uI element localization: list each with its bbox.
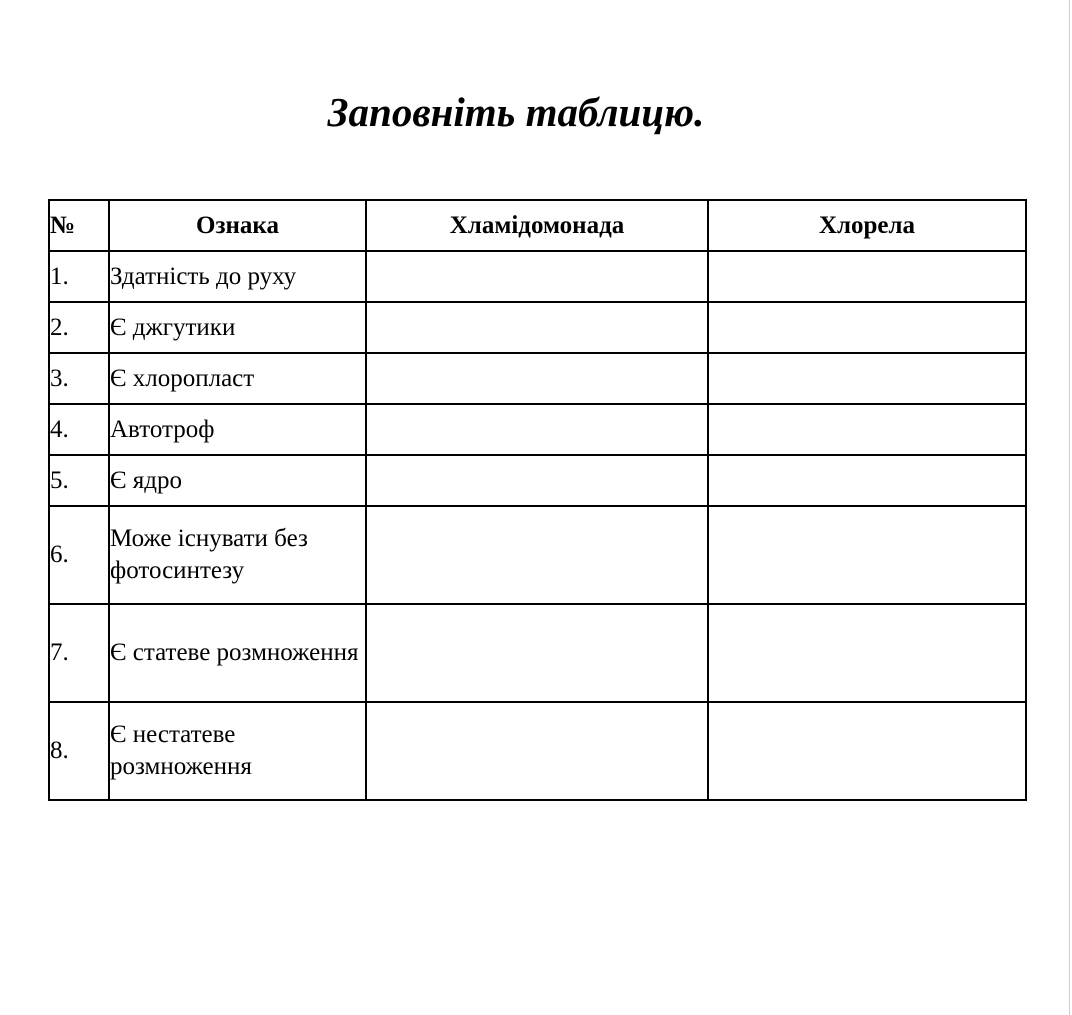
header-feature: Ознака [109,200,366,251]
page-title: Заповніть таблицю. [327,89,705,135]
answer-cell-chlamydomonas[interactable] [366,455,708,506]
answer-cell-chlamydomonas[interactable] [366,506,708,604]
answer-cell-chlamydomonas[interactable] [366,302,708,353]
table-row [49,702,1026,800]
row-feature: Здатність до руху [109,251,366,302]
row-feature: Автотроф [109,404,366,455]
row-number: 8. [49,702,109,800]
answer-cell-chlorella[interactable] [708,455,1026,506]
table-row [49,353,1026,404]
answer-cell-chlorella[interactable] [708,702,1026,800]
table-row [49,604,1026,702]
row-number: 5. [49,455,109,506]
table-row [49,251,1026,302]
row-number: 3. [49,353,109,404]
row-feature: Є хлоропласт [109,353,366,404]
answer-cell-chlamydomonas[interactable] [366,353,708,404]
worksheet-table [48,199,1027,801]
row-number: 7. [49,604,109,702]
answer-cell-chlorella[interactable] [708,404,1026,455]
answer-cell-chlamydomonas[interactable] [366,251,708,302]
answer-cell-chlamydomonas[interactable] [366,702,708,800]
row-number: 2. [49,302,109,353]
table-row [49,455,1026,506]
row-number: 1. [49,251,109,302]
row-number: 6. [49,506,109,604]
answer-cell-chlorella[interactable] [708,251,1026,302]
answer-cell-chlamydomonas[interactable] [366,404,708,455]
row-feature: Є статеве розмноження [109,604,366,702]
row-number: 4. [49,404,109,455]
page-edge [1069,0,1070,1015]
row-feature: Є ядро [109,455,366,506]
header-number: № [49,200,109,251]
answer-cell-chlorella[interactable] [708,506,1026,604]
row-feature: Може існувати без фотосинтезу [109,506,366,604]
row-feature: Є джгутики [109,302,366,353]
table-row [49,404,1026,455]
answer-cell-chlamydomonas[interactable] [366,604,708,702]
row-feature: Є нестатеве розмноження [109,702,366,800]
answer-cell-chlorella[interactable] [708,604,1026,702]
header-chlorella: Хлорела [708,200,1026,251]
table-row [49,302,1026,353]
answer-cell-chlorella[interactable] [708,353,1026,404]
table-row [49,506,1026,604]
header-chlamydomonas: Хламідомонада [366,200,708,251]
table-header-row [49,200,1026,251]
answer-cell-chlorella[interactable] [708,302,1026,353]
